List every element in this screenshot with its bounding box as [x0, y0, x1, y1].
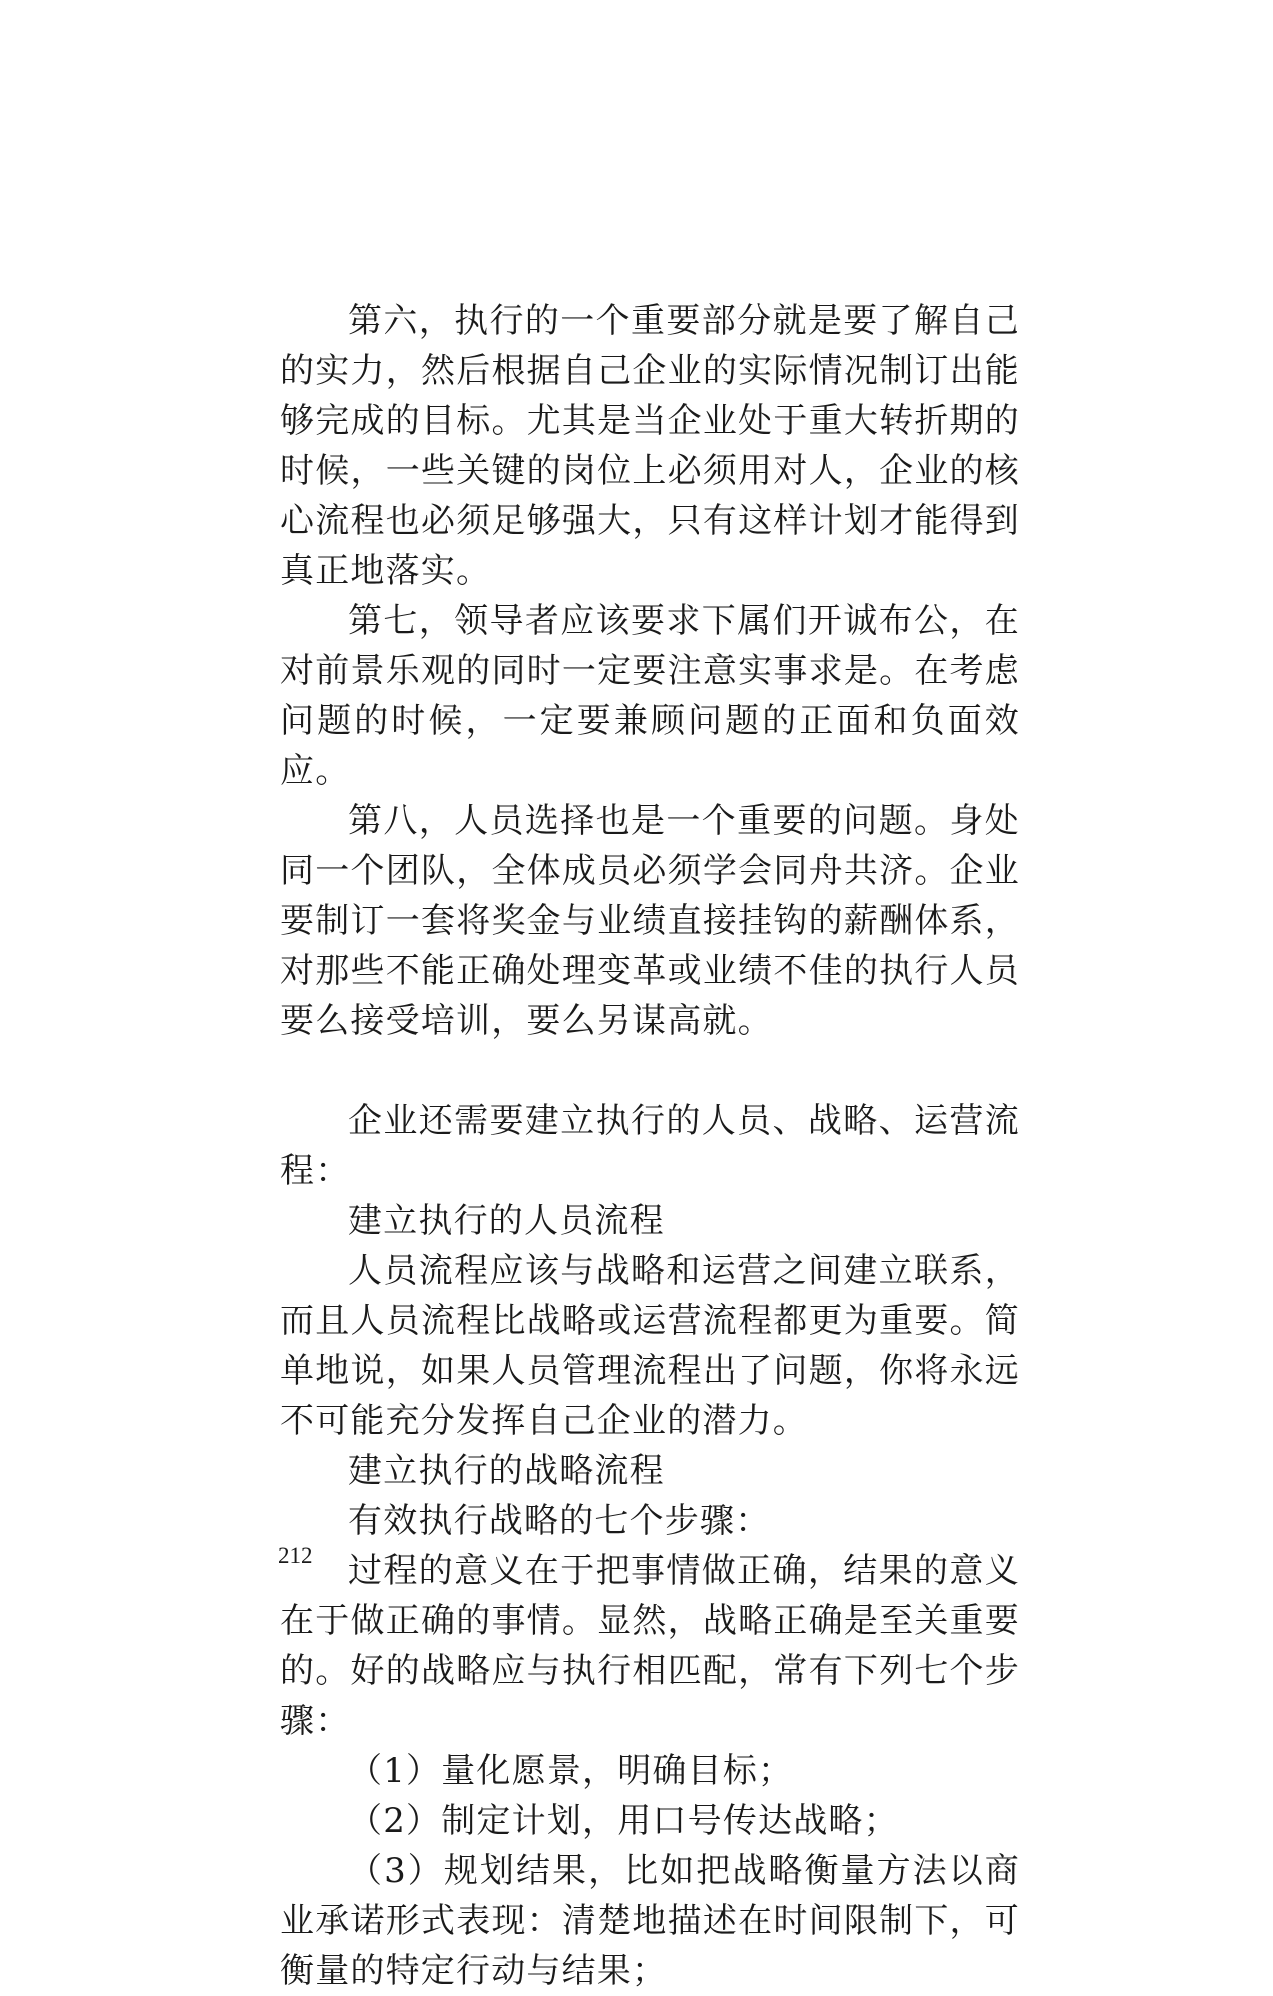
- section-heading-strategy: 建立执行的战略流程: [348, 1451, 665, 1491]
- paragraph-seven-steps: 有效执行战略的七个步骤：: [348, 1501, 771, 1541]
- list-item: （1）量化愿景，明确目标；: [348, 1751, 794, 1791]
- page-number: 212: [278, 1543, 313, 1568]
- document-body: [280, 296, 1020, 1996]
- paragraph-eighth: 第八，人员选择也是一个重要的问题。身处同一个团队，全体成员必须学会同舟共济。企业要制订一套将奖金与业绩直接挂钩的薪酬体系，对那些不能正确处理变革或业绩不佳的执行人员要么接受培训，要么另谋高就。: [280, 801, 1020, 1041]
- section-heading-people: 建立执行的人员流程: [348, 1201, 665, 1241]
- paragraph-sixth: 第六，执行的一个重要部分就是要了解自己的实力，然后根据自己企业的实际情况制订出能够完成的目标。尤其是当企业处于重大转折期的时候，一些关键的岗位上必须用对人，企业的核心流程也必须足够强大，只有这样计划才能得到真正地落实。: [280, 301, 1020, 591]
- list-item: （3）规划结果，比如把战略衡量方法以商业承诺形式表现：清楚地描述在时间限制下，可衡量的特定行动与结果；: [280, 1851, 1020, 1991]
- paragraph-gap: [280, 1046, 1020, 1096]
- paragraph-people-process: 人员流程应该与战略和运营之间建立联系，而且人员流程比战略或运营流程都更为重要。简单地说，如果人员管理流程出了问题，你将永远不可能充分发挥自己企业的潜力。: [280, 1251, 1020, 1441]
- list-item: （2）制定计划，用口号传达战略；: [348, 1801, 899, 1841]
- paragraph-seventh: 第七，领导者应该要求下属们开诚布公，在对前景乐观的同时一定要注意实事求是。在考虑问题的时候，一定要兼顾问题的正面和负面效应。: [280, 601, 1020, 791]
- paragraph-process-meaning: 过程的意义在于把事情做正确，结果的意义在于做正确的事情。显然，战略正确是至关重要的。好的战略应与执行相匹配，常有下列七个步骤：: [280, 1551, 1020, 1741]
- paragraph-intro: 企业还需要建立执行的人员、战略、运营流程：: [280, 1101, 1020, 1191]
